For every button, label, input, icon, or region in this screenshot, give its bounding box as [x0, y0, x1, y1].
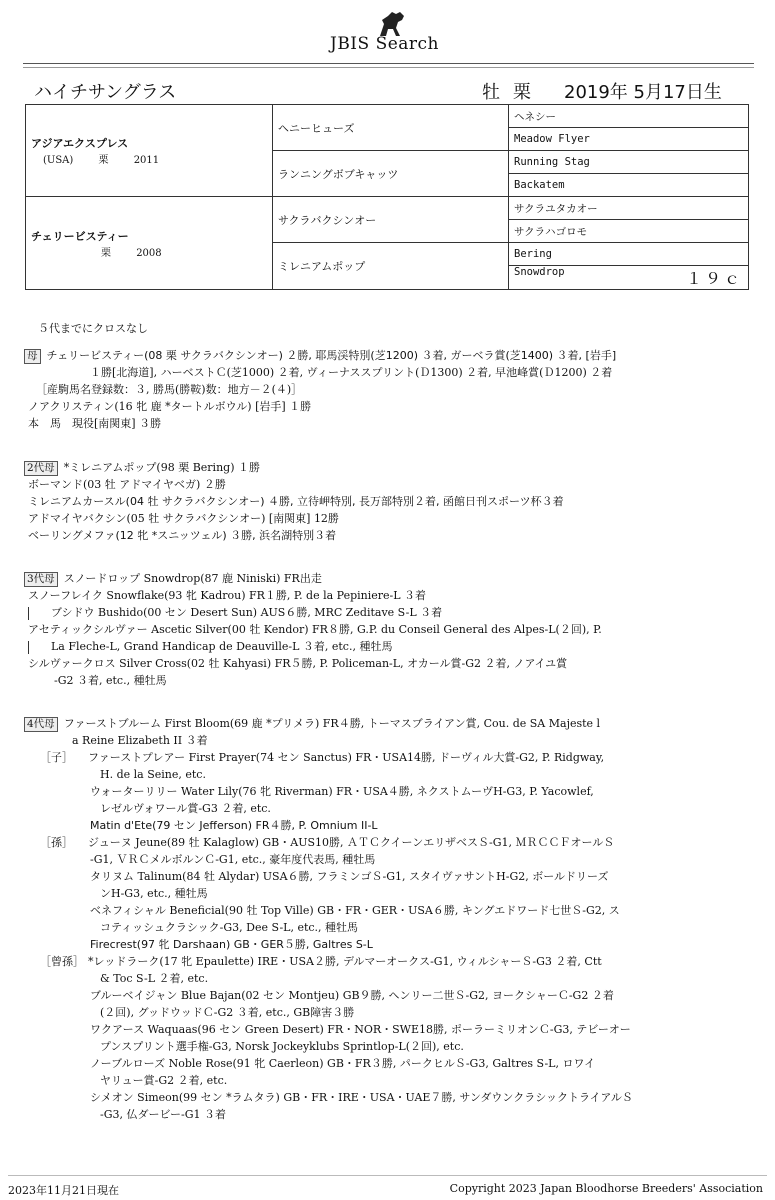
label-great: ［曾孫］ [40, 955, 84, 968]
pedigree-sire[interactable] [26, 105, 273, 197]
pedigree-dam[interactable] [26, 197, 273, 290]
g2-line-3: アドマイヤバクシン(05 牡 サクラバクシンオー) [南関東] 12勝 [28, 512, 339, 525]
g4-line-18: ワクアース Waquaas(96 セン Green Desert) FR・NOR・SWE18勝, ポーラーミリオンＣ-G3, テビーオー [90, 1023, 631, 1036]
g4-line-20: ノーブルローズ Noble Rose(91 牝 Caerleon) GB・FR３勝, パークヒルＳ-G3, Galtres S-L, ロワイ [90, 1057, 596, 1070]
g2-line-2: ミレニアムカースル(04 牡 サクラバクシンオー) ４勝, 立待岬特別, 長万部特別２着, 函館日刊スポーツ杯３着 [28, 495, 564, 508]
horse-name: ハイチサングラス [34, 82, 177, 103]
dam-name: チェリービスティー [31, 229, 129, 243]
sire-color: 栗 [98, 155, 109, 166]
g4-line-19: プンスプリント選手権-G3, Norsk Jockeyklubs Sprintlop-L(２回), etc. [100, 1040, 464, 1053]
g4-line-23: -G3, 仏ダービー-G1 ３着 [100, 1108, 227, 1121]
g4-section [24, 715, 633, 1123]
pedigree-ds[interactable]: サクラバクシンオー [273, 197, 509, 243]
g3-line-3: アセティックシルヴァー Ascetic Silver(00 牡 Kendor) FR８勝, G.P. du Conseil General des Alpes-L(２回), P. [28, 623, 602, 636]
g2-line-4: ベーリングメファ(12 牝 *スニッツェル) ３勝, 浜名湖特別３着 [28, 529, 337, 542]
header-divider-2 [23, 67, 754, 68]
g2-line-0: *ミレニアムポップ(98 栗 Bering) １勝 [63, 461, 260, 474]
dam-year: 2008 [136, 247, 162, 259]
pedigree-dd[interactable]: ミレニアムポップ [273, 243, 509, 290]
g3-line-4: La Fleche-L, Grand Handicap de Deauville-L ３着, etc., 種牡馬 [51, 640, 393, 653]
g4-line-7: ジューヌ Jeune(89 牡 Kalaglow) GB・AUS10勝, ＡＴＣクイーンエリザベスＳ-G1, ＭＲＣＣＦオールＳ [88, 836, 615, 849]
g4-line-12: コティッシュクラシック-G3, Dee S-L, etc., 種牡馬 [100, 921, 359, 934]
g4-line-13: Firecrest(97 牝 Darshaan) GB・GER５勝, Galtres S-L [90, 938, 373, 951]
g4-line-17: (２回), グッドウッドＣ-G2 ３着, etc., GB障害３勝 [100, 1006, 355, 1019]
g4-line-14: *レッドラーク(17 牝 Epaulette) IRE・USA２勝, デルマーオークス-G1, ウィルシャーＳ-G3 ２着, Ctt [88, 955, 602, 968]
pedigree-dsd[interactable]: サクラハゴロモ [509, 220, 749, 243]
sire-name: アジアエクスプレス [31, 137, 129, 150]
g2-line-1: ボーマンド(03 牡 アドマイヤベガ) ２勝 [28, 478, 226, 491]
label-grand: ［孫］ [40, 836, 73, 849]
dam-tag: 母 [24, 349, 41, 364]
pedigree-ddd: Snowdrop [514, 266, 565, 278]
g4-line-4: ウォーターリリー Water Lily(76 牝 Riverman) FR・USA４勝, ネクストムーヴH-G3, P. Yacowlef, [90, 785, 594, 798]
pedigree-sds[interactable]: Running Stag [509, 151, 749, 174]
horse-color: 栗 [513, 82, 531, 103]
dam-color: 栗 [101, 247, 111, 259]
g4-line-22: シメオン Simeon(99 セン *ラムタラ) GB・FR・IRE・USA・UAE７勝, サンダウンクラシックトライアルＳ [90, 1091, 633, 1104]
g4-tag: 4代母 [24, 717, 58, 732]
header-divider [23, 63, 754, 64]
g3-line-2: ブシドウ Bushido(00 セン Desert Sun) AUS６勝, MRC Zeditave S-L ３着 [51, 606, 443, 619]
g4-line-11: ベネフィシャル Beneficial(90 牡 Top Ville) GB・FR・GER・USA６勝, キングエドワード七世Ｓ-G2, ス [90, 904, 620, 917]
label-child: ［子］ [40, 751, 73, 764]
g4-line-5: レゼルヴォワール賞-G3 ２着, etc. [100, 802, 271, 815]
g3-section [24, 570, 602, 689]
g4-line-21: ヤリュー賞-G2 ２着, etc. [100, 1074, 228, 1087]
cross-note: ５代までにクロスなし [38, 322, 148, 335]
pedigree-table [25, 104, 749, 290]
pedigree-sss[interactable]: ヘネシー [509, 105, 749, 128]
g4-line-6: Matin d'Ete(79 セン Jefferson) FR４勝, P. Omnium II-L [90, 819, 378, 832]
pedigree-ssd[interactable]: Meadow Flyer [509, 128, 749, 151]
dam-line-0: チェリービスティー(08 栗 サクラバクシンオー) ２勝, 耶馬渓特別(芝1200) ３着, ガーベラ賞(芝1400) ３着, [岩手] [46, 349, 617, 362]
dam-line-2: ［産駒馬名登録数：３, 勝馬(勝鞍)数：地方－２(４)］ [36, 383, 303, 396]
pedigree-sd[interactable]: ランニングボブキャッツ [273, 151, 509, 197]
dam-line-1: １勝[北海道], ハーベストＣ(芝1000) ２着, ヴィーナススプリント(Ｄ1300) ２着, 早池峰賞(Ｄ1200) ２着 [90, 366, 613, 379]
logo-text: JBIS Search [330, 34, 440, 54]
dam-line-3: ノアクリスティン(16 牝 鹿 *タートルボウル) [岩手] １勝 [28, 400, 312, 413]
pedigree-sdd[interactable]: Backatem [509, 174, 749, 197]
g3-tag: 3代母 [24, 572, 58, 587]
pedigree-dds[interactable]: Bering [509, 243, 749, 266]
g4-line-1: a Reine Elizabeth II ３着 [72, 734, 208, 747]
g3-line-0: スノードロップ Snowdrop(87 鹿 Niniski) FR出走 [63, 572, 322, 585]
g4-line-2: ファーストプレアー First Prayer(74 セン Sanctus) FR・USA14勝, ドーヴィル大賞-G2, P. Ridgway, [88, 751, 605, 764]
g4-line-16: ブルーベイジャン Blue Bajan(02 セン Montjeu) GB９勝, ヘンリー二世Ｓ-G2, ヨークシャーＣ-G2 ２着 [90, 989, 614, 1002]
tree-bar [28, 607, 39, 620]
g4-line-3: H. de la Seine, etc. [100, 768, 206, 781]
pedigree-ss[interactable]: ヘニーヒューズ [273, 105, 509, 151]
footer-divider [8, 1175, 767, 1176]
pedigree-dss[interactable]: サクラユタカオー [509, 197, 749, 220]
g3-line-5: シルヴァークロス Silver Cross(02 牡 Kahyasi) FR５勝, P. Policeman-L, オカール賞-G2 ２着, ノアイユ賞 [28, 657, 568, 670]
dam-line-4: 本 馬 現役[南関東] ３勝 [28, 417, 162, 430]
g3-line-1: スノーフレイク Snowflake(93 牝 Kadrou) FR１勝, P. de la Pepiniere-L ３着 [28, 589, 427, 602]
family-number: １９ｃ [685, 269, 743, 288]
g2-section [24, 459, 564, 544]
pedigree-ddd-cell[interactable] [509, 266, 749, 290]
g4-line-9: タリヌム Talinum(84 牡 Alydar) USA６勝, フラミンゴＳ-G1, スタイヴァサントH-G2, ボールドリーズ [90, 870, 609, 883]
g2-tag: 2代母 [24, 461, 58, 476]
site-logo[interactable] [0, 4, 775, 56]
g4-line-10: ンH-G3, etc., 種牡馬 [100, 887, 208, 900]
footer-copyright: Copyright 2023 Japan Bloodhorse Breeders' Association [449, 1182, 763, 1195]
dam-section [24, 347, 616, 432]
tree-bar-2 [28, 641, 39, 654]
g4-line-15: & Toc S-L ２着, etc. [100, 972, 209, 985]
footer-date: 2023年11月21日現在 [8, 1184, 119, 1197]
sire-year: 2011 [133, 155, 160, 166]
sire-origin: (USA) [43, 155, 74, 166]
g3-line-6: -G2 ３着, etc., 種牡馬 [54, 674, 167, 687]
g4-line-8: -G1, ＶＲＣメルボルンＣ-G1, etc., 豪年度代表馬, 種牡馬 [90, 853, 376, 866]
g4-line-0: ファーストブルーム First Bloom(69 鹿 *プリメラ) FR４勝, トーマスブライアン賞, Cou. de SA Majeste l [63, 717, 601, 730]
horse-dob: 2019年 5月17日生 [564, 82, 722, 103]
horse-sex: 牡 [482, 82, 500, 103]
